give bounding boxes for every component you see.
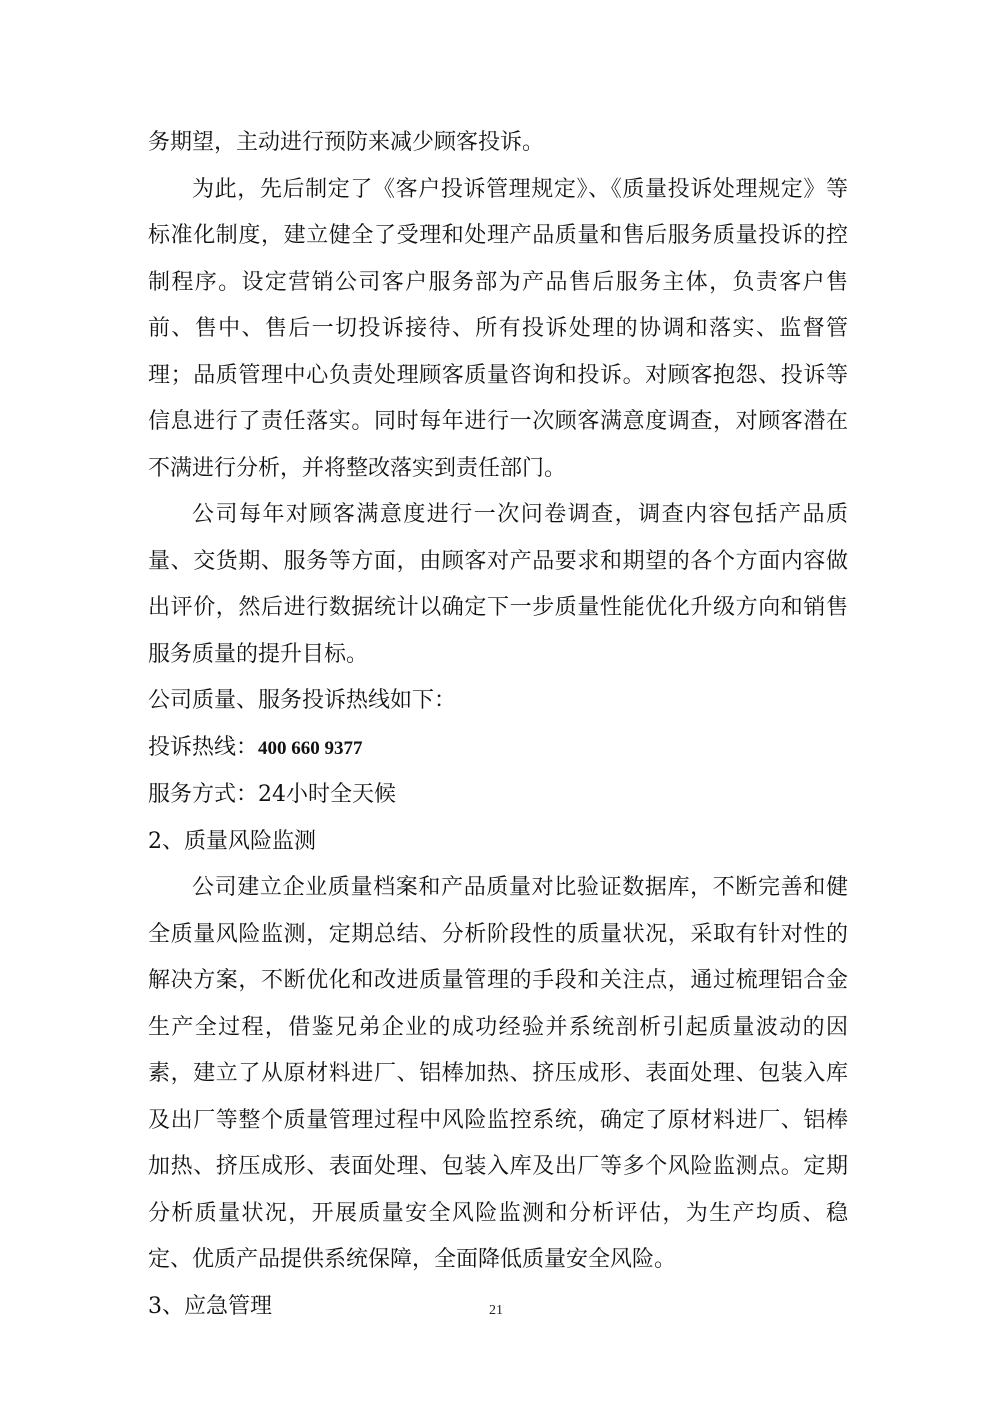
paragraph-risk-monitoring: 公司建立企业质量档案和产品质量对比验证数据库，不断完善和健全质量风险监测，定期总结、分析阶段性的质量状况，采取有针对性的解决方案，不断优化和改进质量管理的手段和关注点，通过梳理铝合金生产全过程，借鉴兄弟企业的成功经验并系统剖析引起质量波动的因素，建立了从原材料进厂、铝棒加热、挤压成形、表面处理、包装入库及出厂等整个质量管理过程中风险监控系统，确定了原材料进厂、铝棒加热、挤压成形、表面处理、包装入库及出厂等多个风险监测点。定期分析质量状况，开展质量安全风险监测和分析评估，为生产均质、稳定、优质产品提供系统保障，全面降低质量安全风险。 [148,875,848,1272]
section-heading-risk-monitoring: 2、质量风险监测 [148,828,316,854]
hotline-line [148,725,848,773]
hotline-label: 投诉热线： [148,734,259,760]
paragraph-continuation: 务期望，主动进行预防来减少顾客投诉。 [148,130,545,155]
service-line [148,772,848,819]
paragraph-satisfaction-survey: 公司每年对顾客满意度进行一次问卷调查，调查内容包括产品质量、交货期、服务等方面，由顾客对产品要求和期望的各个方面内容做出评价，然后进行数据统计以确定下一步质量性能优化升级方向和销售服务质量的提升目标。 [148,502,848,667]
service-label: 服务方式： [148,782,259,807]
service-value: 24小时全天候 [258,782,397,807]
paragraph-complaint-rules: 为此，先后制定了《客户投诉管理规定》、《质量投诉处理规定》等标准化制度，建立健全了受理和处理产品质量和售后服务质量投诉的控制程序。设定营销公司客户服务部为产品售后服务主体，负责客户售前、售中、售后一切投诉接待、所有投诉处理的协调和落实、监督管理；品质管理中心负责处理顾客质量咨询和投诉。对顾客抱怨、投诉等信息进行了责任落实。同时每年进行一次顾客满意度调查，对顾客潜在不满进行分析，并将整改落实到责任部门。 [148,176,848,481]
hotline-number: 400 660 9377 [258,737,363,759]
hotline-intro: 公司质量、服务投诉热线如下： [148,688,457,713]
document-body [148,120,848,1330]
section-heading-emergency-management: 3、应急管理 [148,1293,272,1319]
page-number: 21 [489,1303,503,1318]
